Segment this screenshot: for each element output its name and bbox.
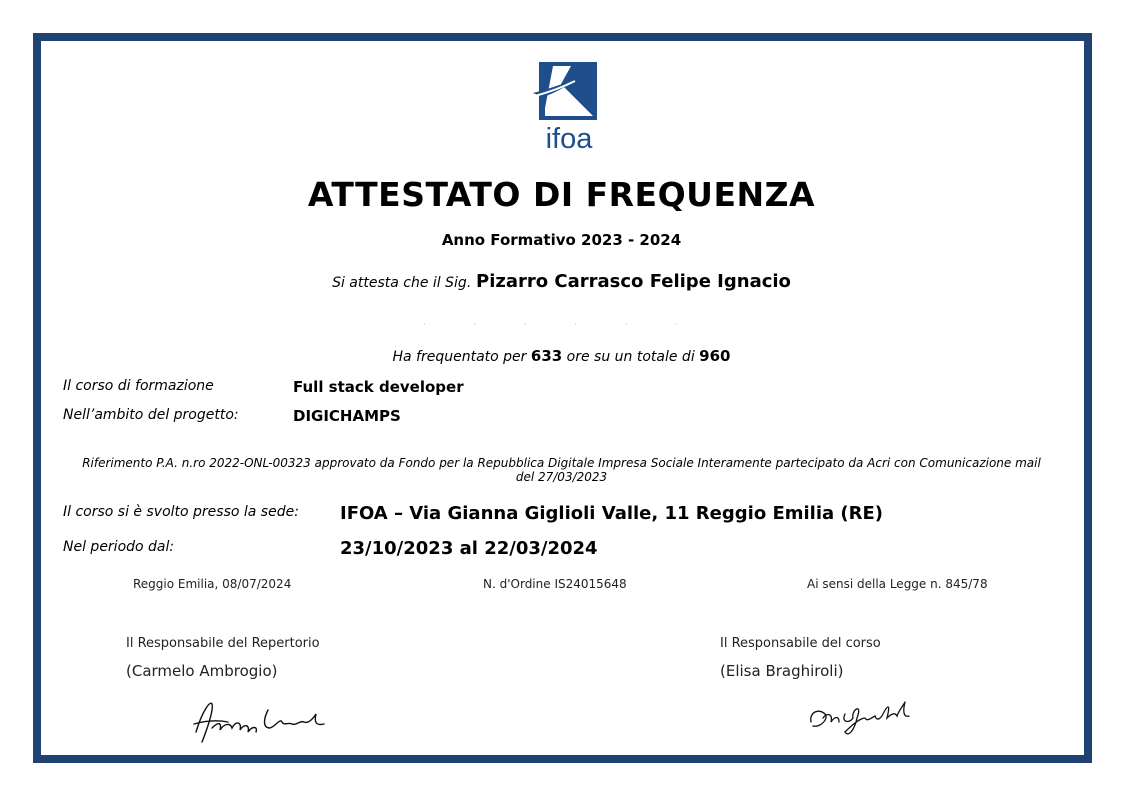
corso-value: Full stack developer xyxy=(293,378,464,396)
left-signature xyxy=(188,692,333,751)
periodo-label: Nel periodo dal: xyxy=(63,539,175,555)
hours-total: 960 xyxy=(699,347,731,365)
logo-text: ifoa xyxy=(545,123,593,152)
right-signatory-role: Il Responsabile del corso xyxy=(720,636,881,651)
attesta-line xyxy=(0,271,1123,292)
ifoa-logo-mark xyxy=(531,60,601,152)
riferimento xyxy=(45,456,1078,484)
right-signatory-name: (Elisa Braghiroli) xyxy=(720,662,844,680)
progetto-label: Nell’ambito del progetto: xyxy=(63,407,239,423)
frequenza-prefix: Ha frequentato per xyxy=(392,349,527,365)
corso-label: Il corso di formazione xyxy=(63,378,214,394)
numero-ordine: N. d'Ordine IS24015648 xyxy=(483,577,627,591)
certificate-title: ATTESTATO DI FREQUENZA xyxy=(307,175,816,214)
frequenza-middle: ore su un totale di xyxy=(566,349,695,365)
progetto-value: DIGICHAMPS xyxy=(293,407,401,425)
right-signature xyxy=(805,688,915,747)
ifoa-logo xyxy=(531,60,601,152)
frequenza-line xyxy=(0,347,1123,365)
riferimento-line2: del 27/03/2023 xyxy=(515,470,608,484)
sede-label: Il corso si è svolto presso la sede: xyxy=(63,504,299,520)
anno-formativo: Anno Formativo 2023 - 2024 xyxy=(441,231,682,249)
attesta-prefix: Si attesta che il Sig. xyxy=(332,275,472,291)
student-name: Pizarro Carrasco Felipe Ignacio xyxy=(476,271,791,292)
periodo-value: 23/10/2023 al 22/03/2024 xyxy=(340,538,598,559)
faint-dots: · · · · · · xyxy=(423,320,700,331)
hours-attended: 633 xyxy=(530,347,563,365)
riferimento-line1: Riferimento P.A. n.ro 2022-ONL-00323 approvato da Fondo per la Repubblica Digitale Impresa Sociale Interamente partecipato da Acri con Comunicazione mail xyxy=(82,456,1041,470)
legge-reference: Ai sensi della Legge n. 845/78 xyxy=(807,577,988,591)
left-signatory-role: Il Responsabile del Repertorio xyxy=(126,636,320,651)
place-date: Reggio Emilia, 08/07/2024 xyxy=(133,577,292,591)
sede-value: IFOA – Via Gianna Giglioli Valle, 11 Reggio Emilia (RE) xyxy=(340,503,884,524)
left-signatory-name: (Carmelo Ambrogio) xyxy=(126,662,278,680)
